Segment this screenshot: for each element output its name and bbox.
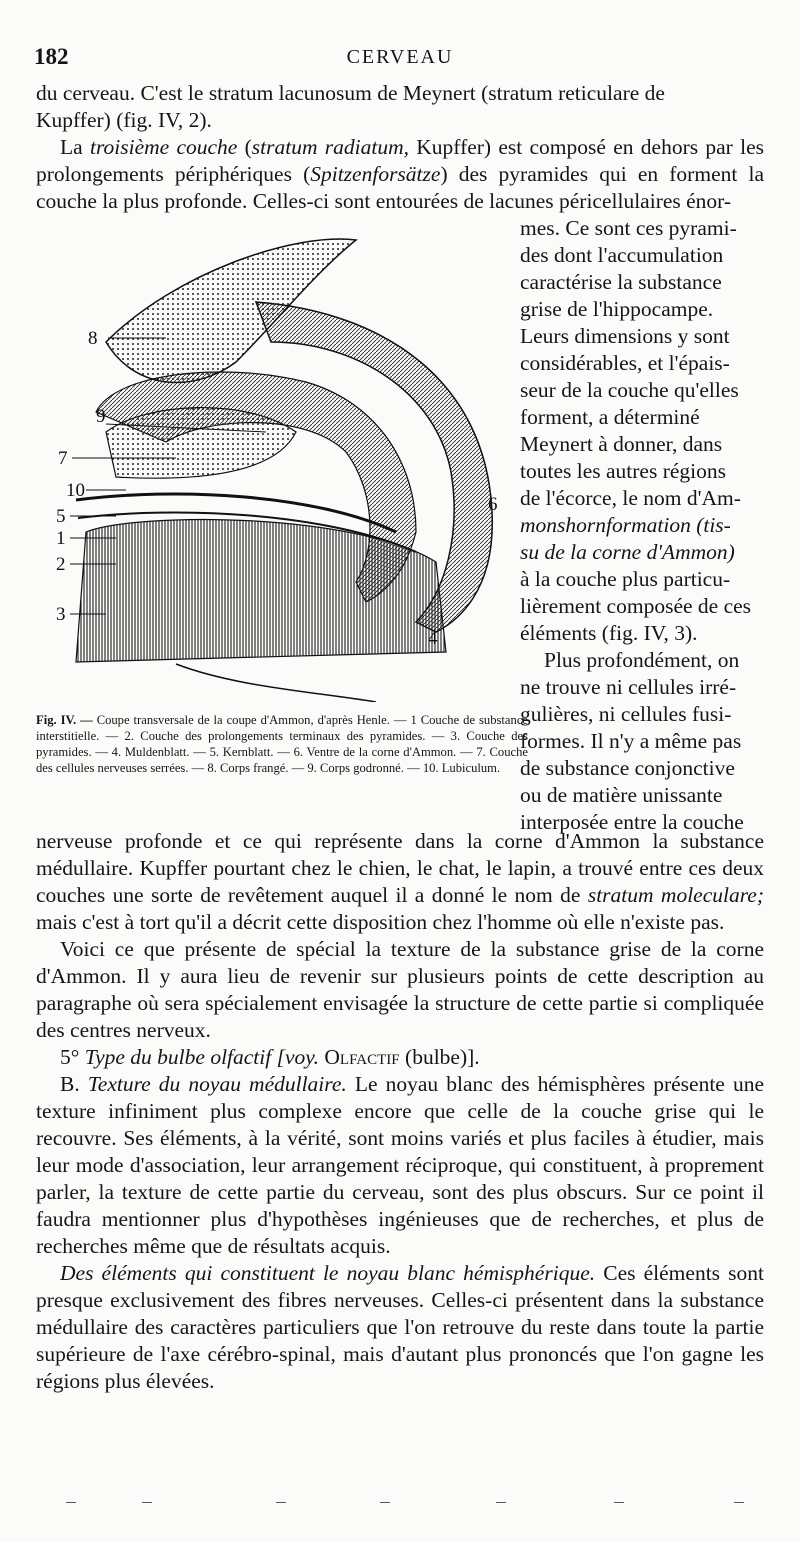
figure-caption (36, 712, 528, 776)
figure-label-9: 9 (96, 406, 106, 427)
figure-label-8: 8 (88, 328, 98, 349)
text-line: éléments (fig. IV, 3). (520, 621, 698, 645)
text-line: gulières, ni cellules fusi- (520, 702, 732, 726)
page-mark (142, 1502, 152, 1503)
page-number: 182 (34, 44, 69, 69)
text-run: Kupffer) est composé en dehors par les prolongements périphériques ( (36, 135, 764, 186)
text-line: lièrement composée de ces (520, 594, 752, 618)
text-line: Leurs dimensions y sont (520, 324, 730, 348)
page-mark (66, 1502, 76, 1503)
cross-reference-end: (bulbe)]. (405, 1045, 480, 1069)
section-title-italic: Des éléments qui constituent le noyau blanc hémisphérique. (60, 1261, 596, 1285)
text-line: interposée entre la couche (520, 810, 744, 834)
term-italic: stratum moleculare; (587, 883, 765, 907)
text-run: Ces éléments sont presque exclusivement des fibres nerveuses. Celles-ci présentent dans la substance médullaire des caractères particuliers que l'on retrouve du reste dans toute la partie supérieure de l'axe cérébro-spinal, mais d'autant plus prononcés que l'on gagne les régions plus élevées. (36, 1261, 764, 1393)
figure-label-5: 5 (56, 506, 66, 527)
text-line: à la couche plus particu- (520, 567, 731, 591)
text-line: toutes les autres régions (520, 459, 726, 483)
text-line: seur de la couche qu'elles (520, 378, 739, 402)
caption-text: Coupe transversale de la coupe d'Ammon, d'après Henle. — 1 Couche de substance interstitielle. — 2. Couche des prolongements terminaux des pyramides. — 3. Couche des pyramides. — 4. Muldenblatt. — 5. Kernblatt. — 6. Ventre de la corne d'Ammon. — 7. Couche des cellules nerveuses serrées. — 8. Corps frangé. — 9. Corps godronné. — 10. Lubiculum. (36, 713, 528, 775)
text-line: considérables, et l'épais- (520, 351, 730, 375)
text-line: mes. Ce sont ces pyrami- (520, 216, 737, 240)
figure-label-3: 3 (56, 604, 66, 625)
text-run: La (60, 135, 83, 159)
section-title-italic: Texture du noyau médullaire. (87, 1072, 347, 1096)
cross-reference-smallcaps: Olfactif (324, 1045, 400, 1069)
text-line: formes. Il n'y a même pas (520, 729, 742, 753)
term-latin-italic: stratum radiatum, (251, 135, 409, 159)
text-run: mais c'est à tort qu'il a décrit cette disposition chez l'homme où elle n'existe pas. (36, 910, 725, 934)
text-line: ou de matière unissante (520, 783, 723, 807)
text-line: su de la corne d'Ammon) (520, 540, 735, 564)
running-title: CERVEAU (346, 46, 454, 68)
paragraph-voici: Voici ce que présente de spécial la texture de la substance grise de la corne d'Ammon. Il y aura lieu de revenir sur plusieurs points de cette description au paragraphe où sera spécialement envisagée la structure de cette partie si compliquée des centres nerveux. (36, 937, 764, 1042)
right-column-text (520, 215, 765, 836)
figure-hippocampus-section (56, 232, 508, 702)
figure-label-6: 6 (488, 494, 498, 515)
page-mark (614, 1502, 624, 1503)
term-italic: troisième couche (89, 135, 238, 159)
main-text-lower (36, 828, 764, 1395)
text-line: ne trouve ni cellules irré- (520, 675, 737, 699)
text-line: grise de l'hippocampe. (520, 297, 714, 321)
paragraph-noyau-medullaire (36, 1071, 764, 1260)
text-line: Plus profondément, on (544, 648, 740, 672)
paragraph-continuation (36, 828, 764, 936)
text-run: ) des pyramides qui en forment la couche la plus profonde. Celles-ci sont entourées de lacunes péricellulaires énor- (36, 162, 764, 213)
figure-label-2: 2 (56, 554, 66, 575)
top-line-1: du cerveau. C'est le stratum lacunosum de Meynert (stratum reticulare de (36, 81, 665, 105)
page-mark (496, 1502, 506, 1503)
page-mark (380, 1502, 390, 1503)
section-label: B. (60, 1072, 80, 1096)
page-mark (734, 1502, 744, 1503)
paragraph-olfactif (36, 1044, 764, 1071)
opening-text (36, 80, 764, 215)
term-german-italic: Spitzenforsätze (310, 162, 441, 186)
text-run: Le noyau blanc des hémisphères présente une texture infiniment plus complexe encore que celle de la couche grise qui le recouvre. Ses éléments, à la vérité, sont moins variés et plus faciles à étudier, mais leur mode d'association, leur arrangement réciproque, qui constituent, à proprement parler, la texture de cette partie du cerveau, sont des plus obscurs. Sur ce point il faudra mentionner plus d'hypothèses ingénieuses que de recherches, et plus de recherches même que de résultats acquis. (36, 1072, 764, 1258)
top-line-2: Kupffer) (fig. IV, 2). (36, 108, 212, 132)
text-line: forment, a déterminé (520, 405, 700, 429)
section-title-italic: Type du bulbe olfactif (84, 1045, 272, 1069)
text-line: de substance conjonctive (520, 756, 735, 780)
caption-lead: Fig. IV. — (36, 713, 93, 727)
text-line: monshornformation (tis- (520, 513, 731, 537)
text-line: caractérise la substance (520, 270, 722, 294)
section-number: 5° (60, 1045, 80, 1069)
page-mark (276, 1502, 286, 1503)
figure-label-4: 4 (428, 628, 438, 649)
text-run: nerveuse profonde et ce qui représente dans la corne d'Ammon la substance médullaire. Kupffer pourtant chez le chien, le chat, le lapin, a trouvé entre ces deux couches une sorte de revêtement auquel il a donné le nom de (36, 829, 764, 907)
cross-reference: [voy. (276, 1045, 320, 1069)
text-line: des dont l'accumulation (520, 243, 724, 267)
figure-label-7: 7 (58, 448, 68, 469)
figure-label-1: 1 (56, 528, 66, 549)
hippocampus-engraving (56, 232, 508, 702)
text-line: Meynert à donner, dans (520, 432, 723, 456)
paragraph-elements (36, 1260, 764, 1395)
figure-label-10: 10 (66, 480, 85, 501)
text-line: de l'écorce, le nom d'Am- (520, 486, 741, 510)
paragraph-third-layer: La troisième couche (stratum radiatum, Kupffer) est composé en dehors par les prolongements périphériques (Spitzenforsätze) des pyramides qui en forment la couche la plus profonde. Celles-ci sont entourées de lacunes péricellulaires énor- (36, 135, 764, 213)
